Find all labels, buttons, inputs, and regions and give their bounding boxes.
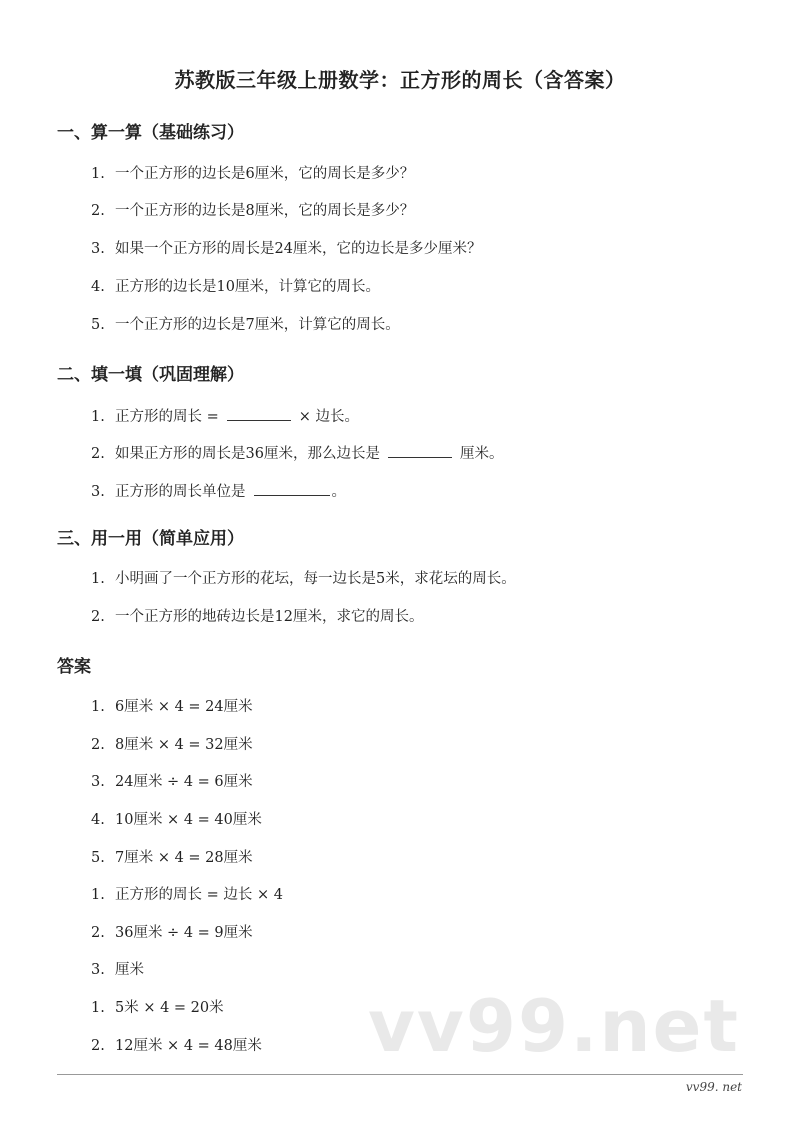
answer-item: [91, 697, 253, 717]
item-number: 5.: [91, 317, 105, 333]
item-text-after: × 边长。: [298, 409, 360, 425]
item-text: 一个正方形的边长是6厘米，它的周长是多少？: [115, 166, 415, 182]
item-number: 4.: [91, 279, 105, 295]
answer-item: [91, 1036, 262, 1056]
answer-item: [91, 810, 262, 830]
item-number: 2.: [91, 925, 105, 941]
item-number: 1.: [91, 571, 105, 587]
item-text: 一个正方形的边长是8厘米，它的周长是多少？: [115, 203, 415, 219]
list-item: [91, 315, 400, 335]
item-text: 正方形的边长是10厘米，计算它的周长。: [115, 279, 380, 295]
list-item: [91, 442, 503, 464]
item-number: 4.: [91, 812, 105, 828]
answer-item: [91, 998, 224, 1018]
footer-divider: [57, 1074, 743, 1075]
list-item: [91, 480, 346, 502]
item-number: 1.: [91, 1000, 105, 1016]
item-text: 36厘米 ÷ 4 = 9厘米: [115, 925, 253, 941]
answer-item: [91, 848, 253, 868]
answer-item: [91, 735, 253, 755]
section-heading-application: 三、用一用（简单应用）: [57, 529, 244, 549]
item-text-after: 厘米。: [459, 446, 504, 462]
item-text: 6厘米 × 4 = 24厘米: [115, 699, 253, 715]
item-text: 10厘米 × 4 = 40厘米: [115, 812, 262, 828]
item-number: 3.: [91, 241, 105, 257]
answer-item: [91, 772, 253, 792]
item-text-before: 正方形的周长 =: [115, 409, 219, 425]
section-heading-answers: 答案: [57, 657, 91, 677]
page-title: 苏教版三年级上册数学：正方形的周长（含答案）: [174, 68, 626, 92]
item-text: 24厘米 ÷ 4 = 6厘米: [115, 774, 253, 790]
list-item: [91, 405, 359, 427]
item-number: 2.: [91, 446, 105, 462]
item-text: 5米 × 4 = 20米: [115, 1000, 224, 1016]
item-number: 2.: [91, 609, 105, 625]
item-text: 7厘米 × 4 = 28厘米: [115, 850, 253, 866]
item-text: 12厘米 × 4 = 48厘米: [115, 1038, 262, 1054]
item-number: 3.: [91, 484, 105, 500]
item-number: 3.: [91, 774, 105, 790]
watermark: vv99.net: [368, 984, 740, 1068]
list-item: [91, 607, 423, 627]
list-item: [91, 569, 516, 589]
list-item: [91, 277, 380, 297]
item-text-before: 如果正方形的周长是36厘米，那么边长是: [115, 446, 380, 462]
answer-item: [91, 923, 253, 943]
item-number: 1.: [91, 699, 105, 715]
item-text: 正方形的周长 = 边长 × 4: [115, 887, 283, 903]
item-text-after: 。: [331, 484, 346, 500]
item-text: 如果一个正方形的周长是24厘米，它的边长是多少厘米？: [115, 241, 482, 257]
item-number: 2.: [91, 203, 105, 219]
answer-item: [91, 960, 144, 980]
item-text: 一个正方形的地砖边长是12厘米，求它的周长。: [115, 609, 424, 625]
list-item: [91, 201, 414, 221]
item-number: 2.: [91, 737, 105, 753]
item-number: 2.: [91, 1038, 105, 1054]
fill-in-blank: [254, 480, 330, 496]
list-item: [91, 164, 414, 184]
item-text: 8厘米 × 4 = 32厘米: [115, 737, 253, 753]
list-item: [91, 239, 481, 259]
item-number: 5.: [91, 850, 105, 866]
fill-in-blank: [388, 442, 452, 458]
footer-site-label: vv99. net: [685, 1080, 742, 1094]
item-text: 一个正方形的边长是7厘米，计算它的周长。: [115, 317, 400, 333]
item-number: 3.: [91, 962, 105, 978]
answer-item: [91, 885, 283, 905]
item-text: 厘米: [115, 962, 144, 978]
section-heading-fill-in: 二、填一填（巩固理解）: [57, 365, 244, 385]
item-text: 小明画了一个正方形的花坛，每一边长是5米，求花坛的周长。: [115, 571, 516, 587]
fill-in-blank: [227, 405, 291, 421]
item-number: 1.: [91, 887, 105, 903]
section-heading-basic-practice: 一、算一算（基础练习）: [57, 123, 244, 143]
item-number: 1.: [91, 409, 105, 425]
item-number: 1.: [91, 166, 105, 182]
item-text-before: 正方形的周长单位是: [115, 484, 246, 500]
